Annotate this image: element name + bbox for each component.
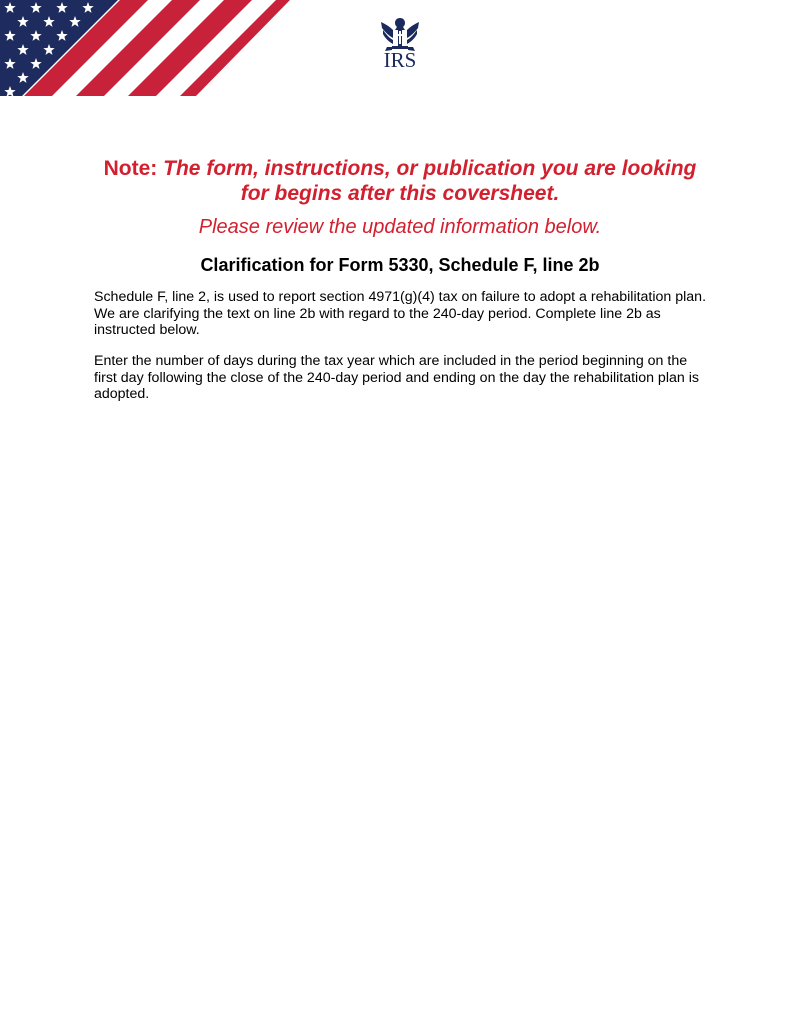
note-message-line-2: for begins after this coversheet. xyxy=(240,182,560,205)
coversheet-note xyxy=(0,156,800,206)
note-line-1 xyxy=(0,156,800,181)
american-flag-graphic xyxy=(0,0,290,96)
review-notice: Please review the updated information below. xyxy=(198,216,602,238)
note-message-line-1: The form, instructions, or publication you are looking xyxy=(163,157,697,180)
irs-logo-text: IRS xyxy=(383,48,417,72)
body-paragraph: Schedule F, line 2, is used to report section 4971(g)(4) tax on failure to adopt a rehabilitation plan. We are clarifying the text on line 2b with regard to the 240-day period. Complete line 2b as instructed below. xyxy=(94,289,707,338)
eagle-icon xyxy=(379,16,421,52)
irs-logo xyxy=(372,16,428,80)
note-label: Note: xyxy=(103,157,158,180)
body-paragraph: Enter the number of days during the tax year which are included in the period beginning on the first day following the close of the 240-day period and ending on the day the rehabilitation plan is adopted. xyxy=(94,353,699,402)
clarification-heading: Clarification for Form 5330, Schedule F, line 2b xyxy=(200,255,600,275)
